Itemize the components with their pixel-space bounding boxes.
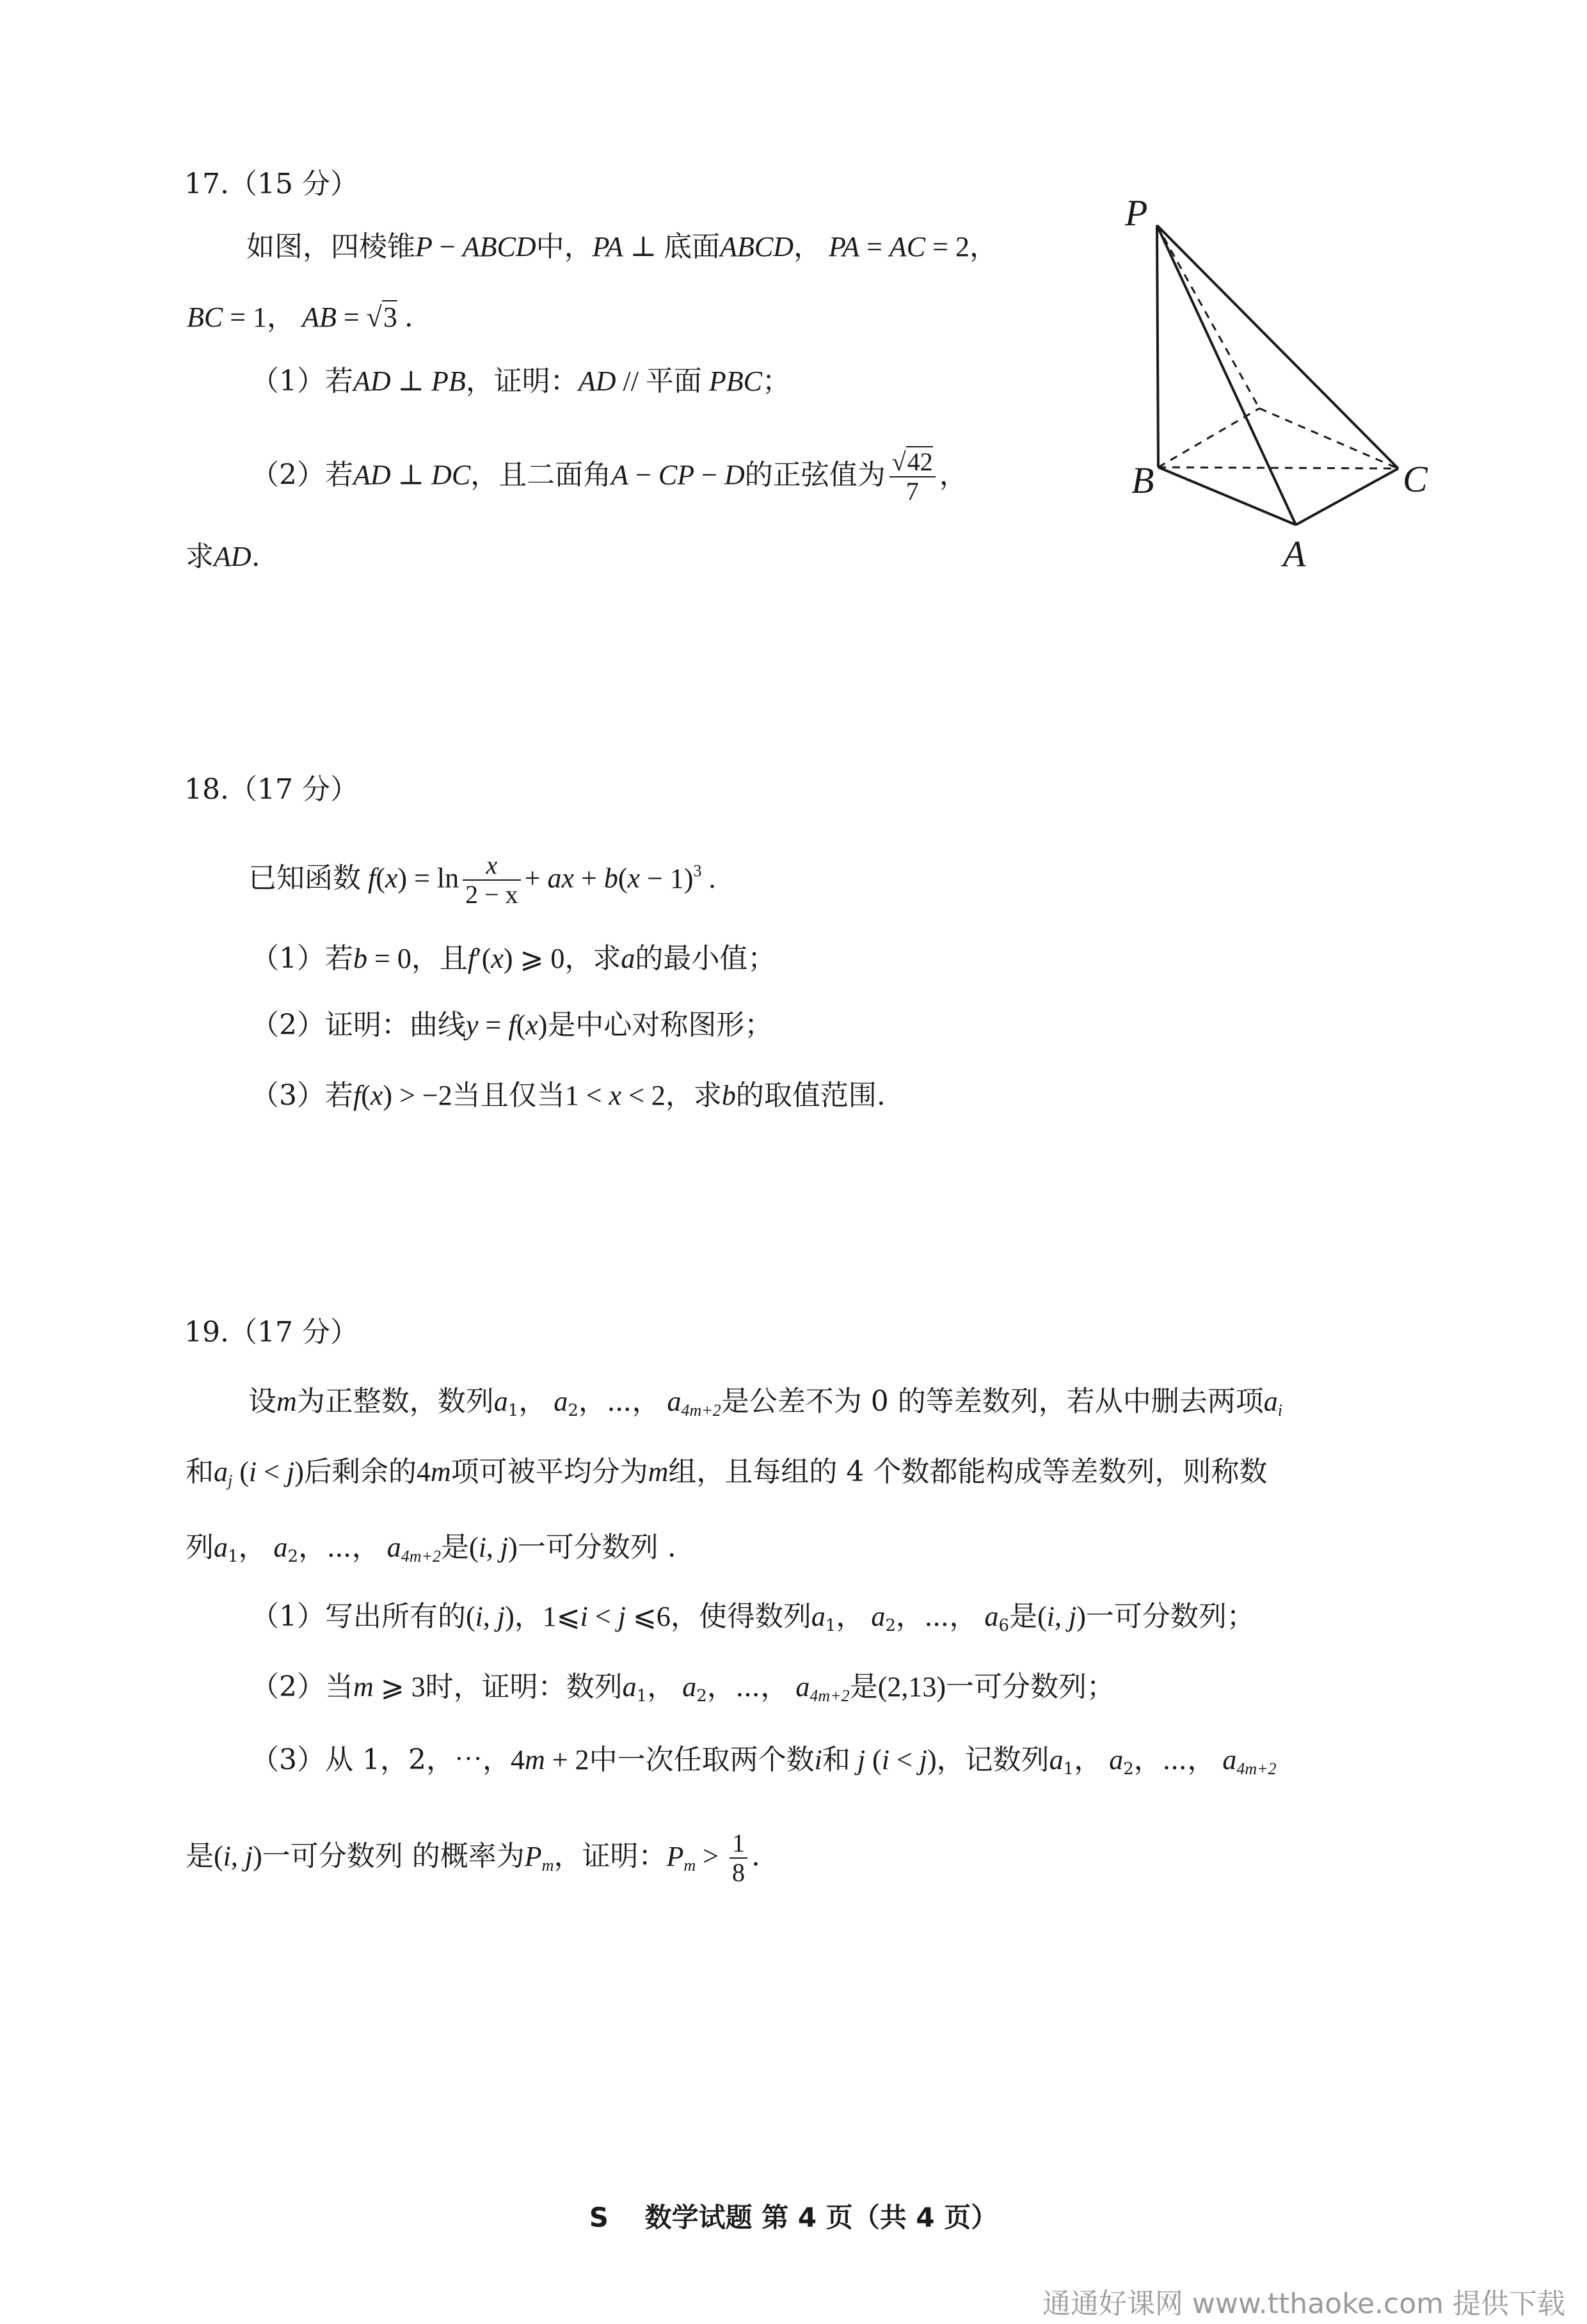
edge-AC bbox=[1296, 469, 1398, 525]
q17-line1: 如图，四棱锥P − ABCD中，PA ⊥ 底面ABCD， PA = AC = 2， bbox=[246, 230, 998, 263]
q17-text: ； bbox=[762, 365, 791, 397]
q18-header: 18.（17 分） bbox=[184, 773, 358, 806]
q18-text: 当且仅当 bbox=[452, 1079, 565, 1112]
q18-fraction bbox=[463, 851, 521, 909]
q19-part1: （1）写出所有的(i, j)，1⩽i < j ⩽6，使得数列$a_1$， $a_2$，⋯， $a_6$是(i, j)一可分数列； bbox=[251, 1600, 1255, 1635]
q19-text: 是 bbox=[1009, 1600, 1038, 1633]
q19-fraction bbox=[730, 1829, 747, 1887]
q17-text: 求 bbox=[186, 540, 214, 573]
q19-text: 中一次任取两个数 bbox=[589, 1743, 815, 1776]
q17-part1: （1）若AD ⊥ PB，证明：AD // 平面 PBC； bbox=[251, 365, 791, 397]
q19-frac-den: 8 bbox=[731, 1858, 745, 1887]
q18-text: 已知函数 bbox=[248, 861, 361, 895]
q19-frac-num: 1 bbox=[730, 1829, 747, 1859]
label-P: P bbox=[1125, 192, 1148, 234]
pyramid-figure bbox=[1107, 186, 1465, 582]
label-A: A bbox=[1283, 533, 1306, 575]
q17-line2: BC = 1， AB = √3 . bbox=[187, 301, 413, 333]
q17-text: 中， bbox=[536, 230, 593, 263]
q18-line1: 已知函数 f(x) = ln $\frac{x}{2 - x}$ + ax + $b(x - 1)^3$ . bbox=[248, 851, 716, 909]
q19-text: 是 bbox=[441, 1531, 470, 1564]
q19-text: 组，且每组的 4 个数都能构成等差数列，则称数 bbox=[668, 1455, 1268, 1488]
q19-text: ，证明： bbox=[554, 1839, 667, 1873]
q17-text: ，证明： bbox=[465, 365, 578, 397]
q18-part1: （1）若b = 0，且f′(x) ⩾ 0，求a的最小值； bbox=[251, 942, 776, 975]
q19-text: （3）从 1，2，⋯， bbox=[251, 1743, 511, 1776]
q19-text: ，记数列 bbox=[936, 1743, 1049, 1776]
q18-text: 的取值范围. bbox=[735, 1079, 886, 1112]
q19-line1: 设m为正整数，数列$a_1$， $a_2$，⋯， $a_{4m+2}$是公差不为 0 的等差数列，若从中删去两项$a_i$ bbox=[248, 1385, 1283, 1420]
q19-text: 是公差不为 0 的等差数列，若从中删去两项 bbox=[721, 1385, 1264, 1418]
q18-text: （2）证明：曲线 bbox=[251, 1009, 466, 1041]
q19-text: 一可分数列 的概率为 bbox=[262, 1839, 525, 1873]
q17-text: . bbox=[251, 540, 260, 573]
q17-text: ，且二面角 bbox=[470, 458, 612, 492]
q19-header: 19.（17 分） bbox=[184, 1316, 358, 1349]
q18-text: ，求 bbox=[665, 1079, 722, 1112]
q19-text: 设 bbox=[248, 1385, 276, 1418]
q19-text: ，使得数列 bbox=[670, 1600, 811, 1633]
q18-text: ，求 bbox=[564, 942, 621, 975]
q19-text: 和 bbox=[186, 1455, 214, 1488]
q18-frac-num: x bbox=[463, 851, 521, 881]
q19-text: 列 bbox=[186, 1531, 214, 1564]
q19-text: 时，证明：数列 bbox=[425, 1671, 623, 1703]
edge-PD-hidden bbox=[1157, 225, 1259, 408]
q19-text: 是 bbox=[849, 1671, 878, 1703]
q17-text: （2）若 bbox=[251, 458, 353, 492]
edge-DC-hidden bbox=[1259, 408, 1398, 469]
edge-PC bbox=[1157, 225, 1398, 469]
q19-text: 一可分数列； bbox=[946, 1671, 1115, 1703]
page-footer: S 数学试题 第 4 页（共 4 页） bbox=[589, 2202, 998, 2233]
q18-part2: （2）证明：曲线y = f(x)是中心对称图形； bbox=[251, 1009, 773, 1041]
label-C: C bbox=[1403, 458, 1428, 500]
watermark: 通通好课网 www.tthaoke.com 提供下载 bbox=[1042, 2288, 1565, 2320]
q17-text: 的正弦值为 bbox=[744, 458, 886, 492]
edge-BD-hidden bbox=[1158, 408, 1259, 467]
q17-frac-num: 42 bbox=[907, 447, 933, 476]
q19-text: 后剩余的 bbox=[303, 1455, 417, 1488]
q18-text: ，且 bbox=[411, 942, 468, 975]
q18-text: 是中心对称图形； bbox=[547, 1009, 773, 1041]
q17-part2: （2）若AD ⊥ DC，且二面角A − CP − D的正弦值为 $\frac{√42}{7}$ ， bbox=[251, 447, 968, 506]
q17-text: 平面 bbox=[645, 365, 702, 397]
q17-text: 底面 bbox=[664, 230, 721, 263]
q19-text: （1）写出所有的 bbox=[251, 1600, 466, 1633]
q18-text: 的最小值； bbox=[635, 942, 776, 975]
q19-line3: 列$a_1$， $a_2$，⋯， $a_{4m+2}$是(i, j)一可分数列 . bbox=[186, 1531, 676, 1566]
q19-text: 一可分数列； bbox=[1085, 1600, 1255, 1633]
q18-text: （3）若 bbox=[251, 1079, 353, 1112]
edge-BC-hidden bbox=[1158, 467, 1398, 469]
q19-text: 是 bbox=[186, 1839, 214, 1873]
edge-PA bbox=[1157, 225, 1296, 525]
label-B: B bbox=[1131, 460, 1154, 501]
edge-PB bbox=[1157, 225, 1158, 467]
q19-part3: （3）从 1，2，⋯，4m + 2中一次任取两个数i和 j (i < j)，记数列$a_1$， $a_2$，⋯， $a_{4m+2}$ bbox=[251, 1743, 1277, 1779]
q18-part3: （3）若f(x) > −2当且仅当1 < x < 2，求b的取值范围. bbox=[251, 1079, 886, 1112]
edge-BA bbox=[1158, 467, 1296, 525]
q19-text: 为正整数，数列 bbox=[296, 1385, 494, 1418]
q19-text: . bbox=[751, 1839, 760, 1873]
q19-text: 一可分数列 . bbox=[517, 1531, 676, 1564]
q17-frac-den: 7 bbox=[905, 477, 919, 506]
q19-part2: （2）当m ⩾ 3时，证明：数列$a_1$， $a_2$，⋯， $a_{4m+2}$是(2,13)一可分数列； bbox=[251, 1671, 1115, 1706]
q19-text: ， bbox=[514, 1600, 543, 1633]
q17-fraction: $\frac{√42}{7}$ bbox=[889, 448, 936, 506]
q19-text: 和 bbox=[822, 1743, 850, 1776]
q19-line2: 和$a_j$ (i < j)后剩余的4m项可被平均分为m组，且每组的 4 个数都能构成等差数列，则称数 bbox=[186, 1455, 1268, 1490]
q19-text: 项可被平均分为 bbox=[451, 1455, 648, 1488]
q17-text: . bbox=[404, 301, 413, 333]
q18-frac-den: 2 − x bbox=[465, 880, 518, 909]
q19-text: （2）当 bbox=[251, 1671, 353, 1703]
q17-header: 17.（15 分） bbox=[184, 168, 358, 200]
q17-text: （1）若 bbox=[251, 365, 353, 397]
q17-last: 求AD. bbox=[186, 540, 260, 573]
q17-text: ， bbox=[939, 458, 968, 492]
q17-text: 如图，四棱锥 bbox=[246, 230, 415, 263]
q19-last: 是(i, j)一可分数列 的概率为$P_m$，证明：$P_m$ > $\frac{1}{8}$ . bbox=[186, 1829, 760, 1887]
q18-text: （1）若 bbox=[251, 942, 353, 975]
